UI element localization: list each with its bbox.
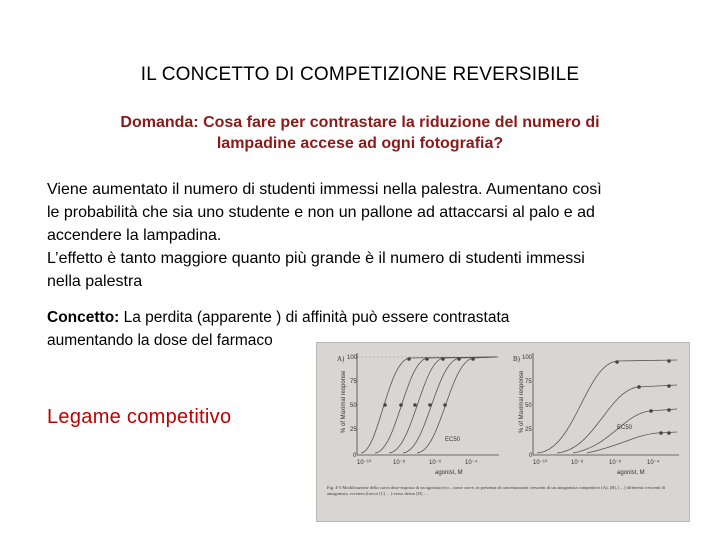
panel-a-y-tick: 50 xyxy=(350,403,357,409)
panel-a-y-label: % of Maximal response xyxy=(341,370,347,433)
panel-b-ec50: EC50 xyxy=(617,425,633,431)
panel-a-y-tick: 100 xyxy=(347,355,358,361)
curve-a-3 xyxy=(389,357,497,453)
panel-a-x-tick: 10⁻⁸ xyxy=(393,460,406,466)
panel-a-ec50: EC50 xyxy=(445,437,461,443)
panel-a-x-tick: 10⁻⁴ xyxy=(465,460,478,466)
curve-b-2 xyxy=(557,385,677,453)
panel-b-y-tick: 100 xyxy=(522,355,533,361)
panel-b-y-tick: 25 xyxy=(525,427,532,433)
curve-b-1 xyxy=(537,360,677,453)
panel-b-y-tick: 50 xyxy=(525,403,532,409)
panel-b-label: B) xyxy=(513,355,520,363)
panel-a-points xyxy=(383,357,475,407)
question-line-2: lampadine accese ad ogni fotografia? xyxy=(216,135,504,152)
curve-a-2 xyxy=(375,357,497,453)
panel-a-y-ticks xyxy=(347,355,358,459)
paragraph-line-3: accendere la lampadina. xyxy=(47,227,222,244)
panel-b-x-tick: 10⁻⁸ xyxy=(571,460,584,466)
paragraph-line-2: le probabilità che sia uno studente e non un pallone ad attaccarsi al palo e ad xyxy=(47,204,595,221)
panel-a-x-ticks xyxy=(357,459,478,466)
panel-a-x-tick: 10⁻¹⁰ xyxy=(357,460,372,466)
dose-response-figure xyxy=(316,342,690,522)
panel-b-x-tick: 10⁻⁶ xyxy=(609,460,622,466)
panel-a-x-label: agonist, M xyxy=(435,470,463,476)
paragraph-line-1: Viene aumentato il numero di studenti immessi nella palestra. Aumentano così xyxy=(47,181,602,198)
paragraph-line-5: nella palestra xyxy=(47,273,143,290)
paragraph-line-4: L’effetto è tanto maggiore quanto più grande è il numero di studenti immessi xyxy=(47,250,585,267)
panel-b-x-tick: 10⁻¹⁰ xyxy=(533,460,548,466)
concept-label: Concetto: xyxy=(47,309,120,326)
panel-a-y-tick: 0 xyxy=(353,453,357,459)
panel-a-label: A) xyxy=(337,355,345,363)
curve-b-4 xyxy=(587,432,677,453)
concept-text-1: La perdita (apparente ) di affinità può essere contrastata xyxy=(119,309,510,326)
panel-a-x-tick: 10⁻⁶ xyxy=(429,460,442,466)
panel-b-y-tick: 75 xyxy=(525,379,532,385)
question-text xyxy=(60,112,660,154)
panel-b-x-tick: 10⁻⁴ xyxy=(647,460,660,466)
panel-b-y-label: % of Maximal response xyxy=(519,370,525,433)
panel-a-y-tick: 25 xyxy=(350,427,357,433)
panel-b-x-label: agonist, M xyxy=(617,470,645,476)
concept-text-2: aumentando la dose del farmaco xyxy=(47,332,273,349)
panel-b-points xyxy=(615,359,671,435)
slide-title: IL CONCETTO DI COMPETIZIONE REVERSIBILE xyxy=(140,64,580,85)
question-line-1: Domanda: Cosa fare per contrastare la riduzione del numero di xyxy=(120,114,600,131)
legame-heading: Legame competitivo xyxy=(47,406,232,428)
panel-b-x-ticks xyxy=(533,459,660,466)
curve-b-3 xyxy=(573,409,677,453)
panel-b-y-tick: 0 xyxy=(529,453,533,459)
panel-a-y-tick: 75 xyxy=(350,379,357,385)
figure-caption: Fig. 4-5 Modificazione della curva dose-risposta di un agonista (ecc., come curve, in presenza di concentrazioni crescenti di un antagonista competitivo (A), (B), […] differenti crescenti di antagonista, eccetera (frecce [C] …) verso destra [D] … xyxy=(327,485,666,497)
explanation-paragraph xyxy=(47,178,677,293)
